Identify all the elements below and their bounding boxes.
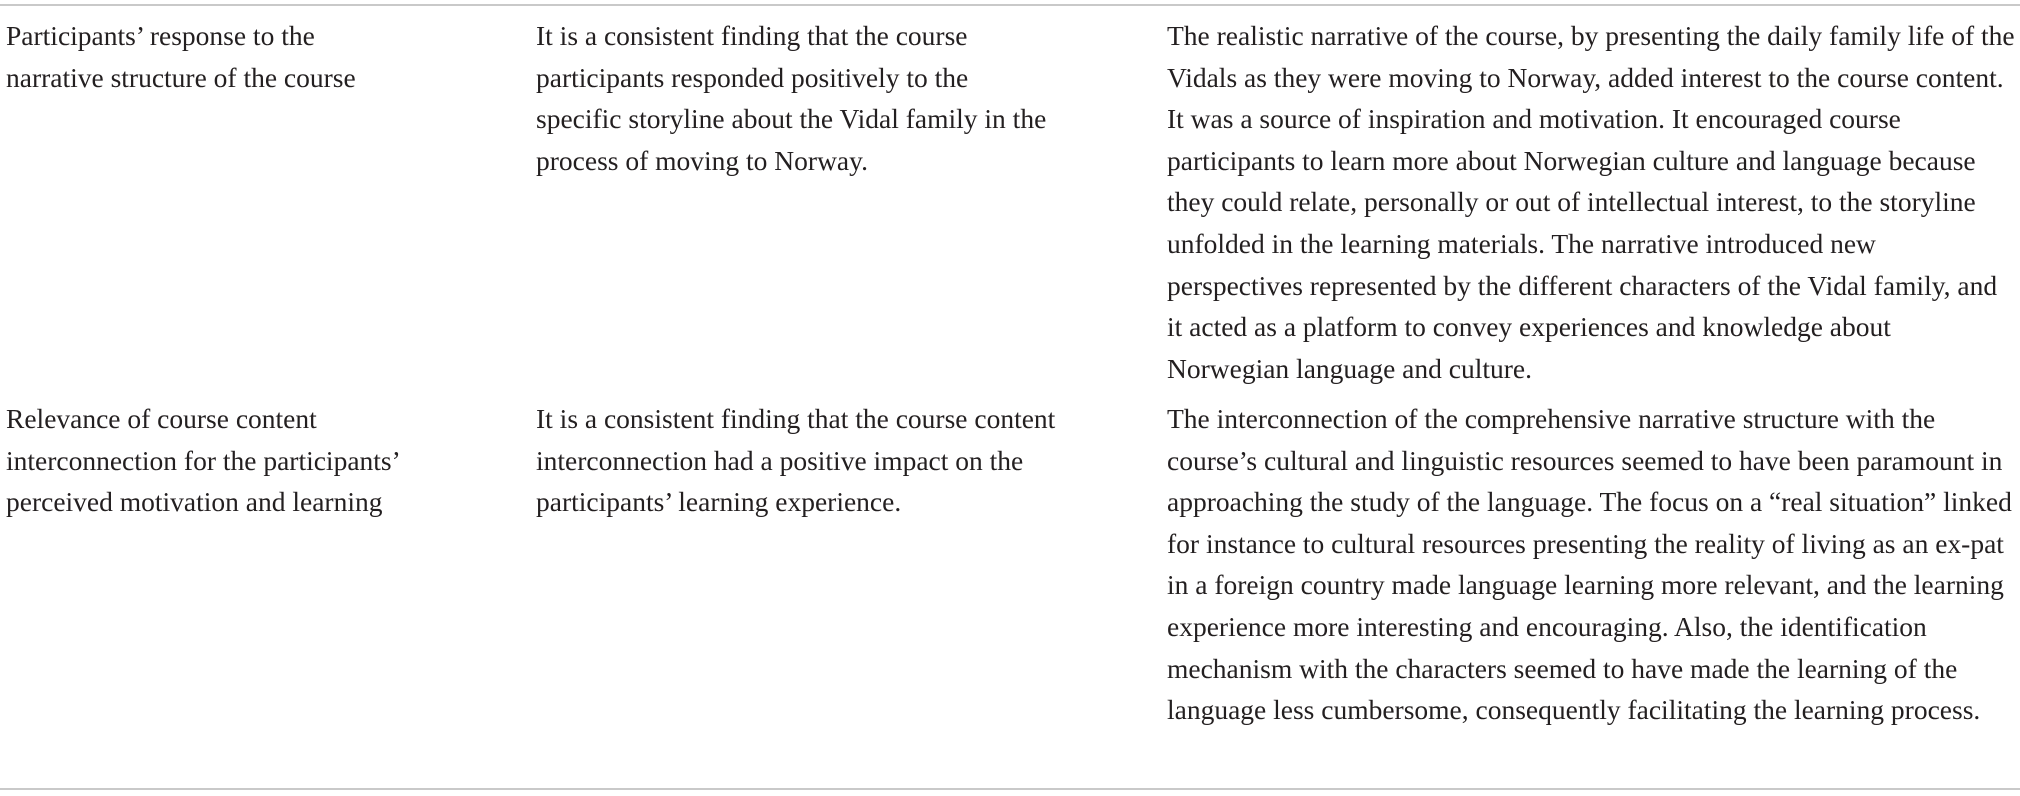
theme-cell: Participants’ response to the narrative structure of the course [6, 20, 356, 93]
description-cell: The interconnection of the comprehensive narrative structure with the course’s cultural and linguistic resources seemed to have been paramount in approaching the study of the language. The focus on a “real situation” linked for instance to cultural resources presenting the reality of living as an ex-pat in a foreign country made language learning more relevant, and the learning experience more interesting and encouraging. Also, the identification mechanism with the characters seemed to have made the learning of the language less cumbersome, consequently facilitating the learning process. [1167, 403, 2012, 726]
table-top-rule [0, 4, 2020, 6]
theme-cell: Relevance of course content interconnection for the participants’ perceived motivation and learning [6, 403, 399, 518]
finding-cell: It is a consistent finding that the course content interconnection had a positive impact on the participants’ learning experience. [536, 403, 1056, 518]
description-cell: The realistic narrative of the course, by presenting the daily family life of the Vidals as they were moving to Norway, added interest to the course content. It was a source of inspiration and motivation. It encouraged course participants to learn more about Norwegian culture and language because they could relate, personally or out of intellectual interest, to the storyline unfolded in the learning materials. The narrative introduced new perspectives represented by the different characters of the Vidal family, and it acted as a platform to convey experiences and knowledge about Norwegian language and culture. [1167, 20, 2015, 384]
table-bottom-rule [0, 788, 2020, 790]
finding-cell: It is a consistent finding that the course participants responded positively to the specific storyline about the Vidal family in the process of moving to Norway. [536, 20, 1047, 176]
